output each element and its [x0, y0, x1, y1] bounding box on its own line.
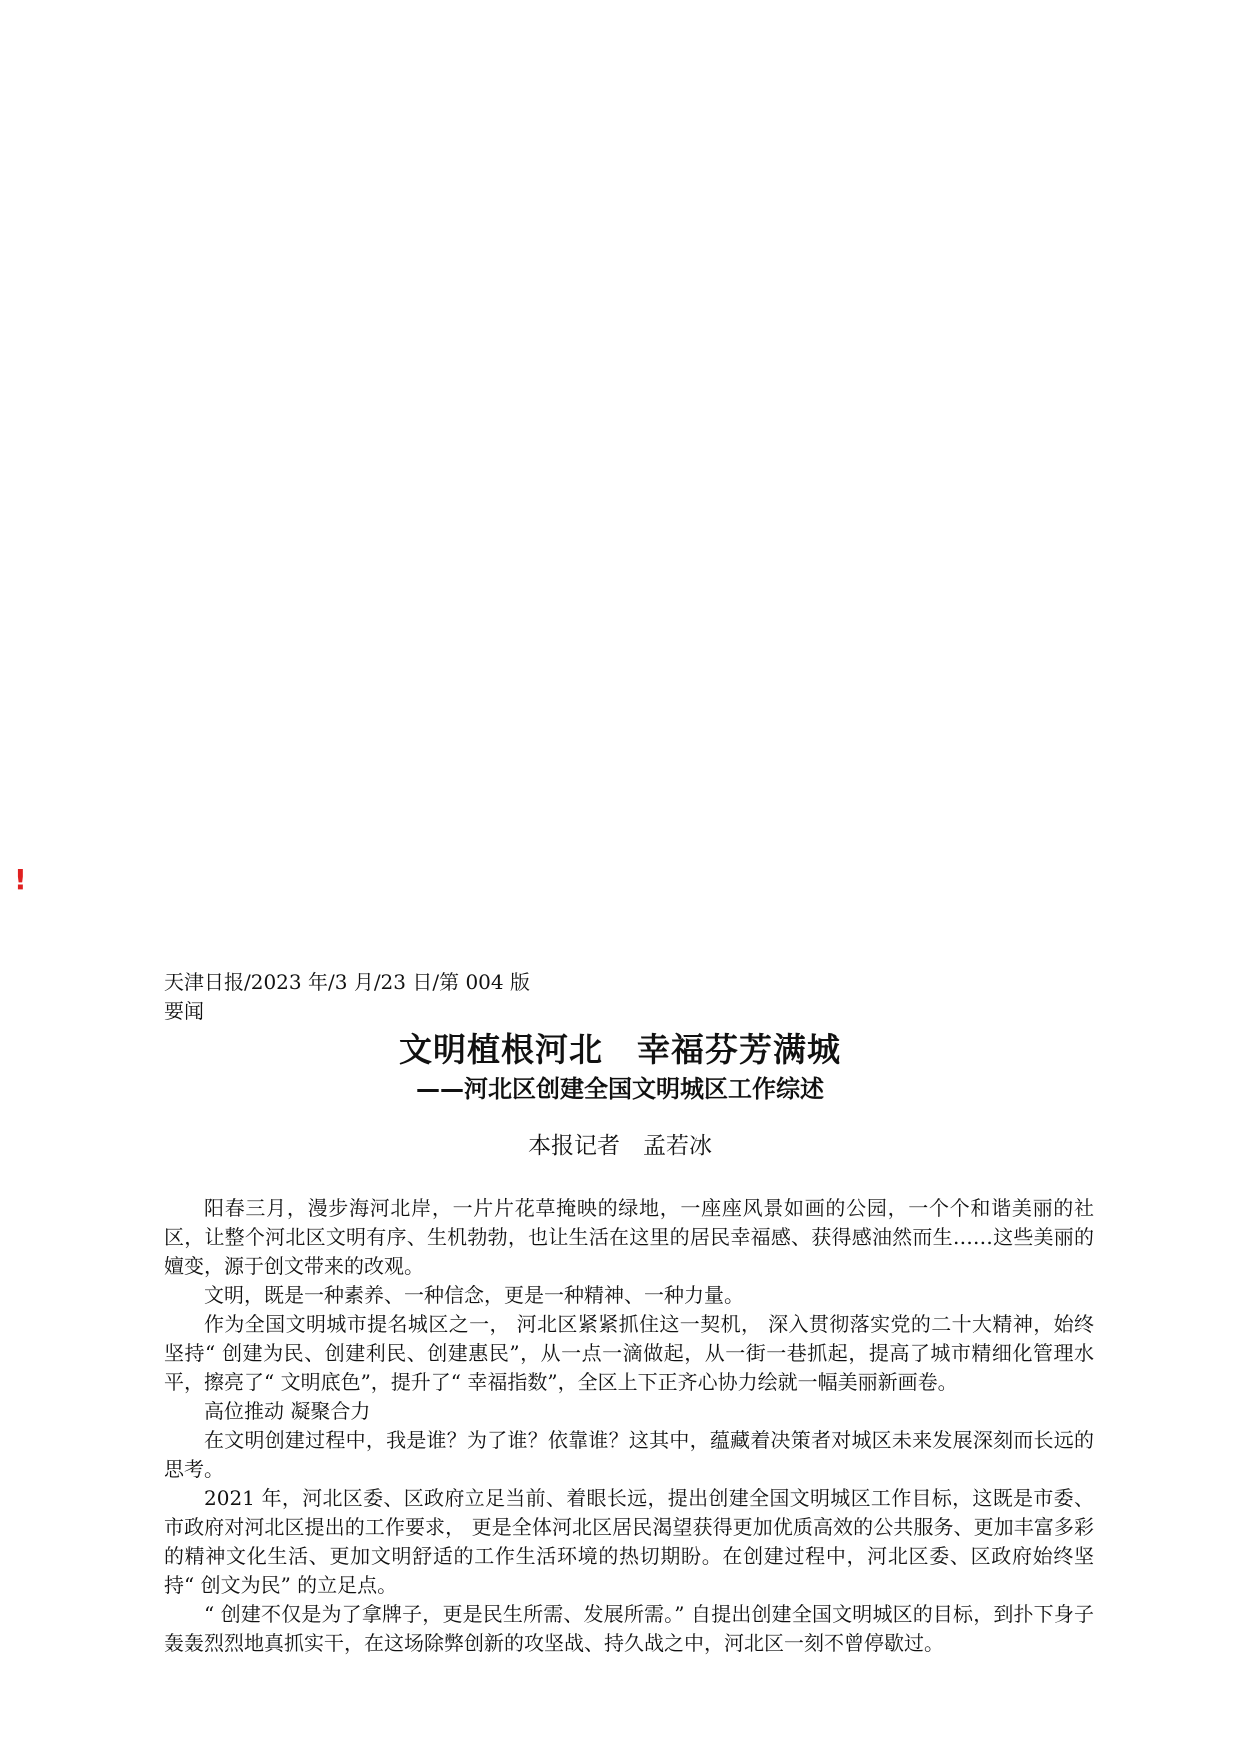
section-heading: 高位推动 凝聚合力 — [204, 1399, 371, 1423]
warning-mark: ! — [14, 863, 27, 896]
source-line: 天津日报/2023 年/3 月/23 日/第 004 版要闻 — [164, 970, 530, 1023]
paragraph: 阳春三月，漫步海河北岸，一片片花草掩映的绿地，一座座风景如画的公园，一个个和谐美丽的社区，让整个河北区文明有序、生机勃勃，也让生活在这里的居民幸福感、获得感油然而生……这些美丽的嬗变，源于创文带来的改观。 — [164, 1196, 1094, 1278]
subheadline: ——河北区创建全国文明城区工作综述 — [416, 1075, 824, 1103]
article-body — [164, 1194, 1094, 1658]
paragraph: 在文明创建过程中，我是谁？为了谁？依靠谁？这其中，蕴藏着决策者对城区未来发展深刻而长远的思考。 — [164, 1428, 1094, 1481]
paragraph: 作为全国文明城市提名城区之一， 河北区紧紧抓住这一契机， 深入贯彻落实党的二十大精神，始终坚持“ 创建为民、创建利民、创建惠民”，从一点一滴做起，从一街一巷抓起，提高了城市精细化管理水平，擦亮了“ 文明底色”，提升了“ 幸福指数”，全区上下正齐心协力绘就一幅美丽新画卷。 — [164, 1312, 1094, 1394]
byline: 本报记者 孟若冰 — [528, 1133, 712, 1159]
paragraph: 2021 年，河北区委、区政府立足当前、着眼长远，提出创建全国文明城区工作目标，这既是市委、 市政府对河北区提出的工作要求， 更是全体河北区居民渴望获得更加优质高效的公共服务、更加丰富多彩的精神文化生活、更加文明舒适的工作生活环境的热切期盼。在创建过程中，河北区委、区政府始终坚持“ 创文为民” 的立足点。 — [164, 1486, 1094, 1597]
paragraph: “ 创建不仅是为了拿牌子，更是民生所需、发展所需。” 自提出创建全国文明城区的目标，到扑下身子轰轰烈烈地真抓实干，在这场除弊创新的攻坚战、持久战之中，河北区一刻不曾停歇过。 — [164, 1602, 1094, 1655]
headline: 文明植根河北 幸福芬芳满城 — [399, 1030, 841, 1069]
paragraph: 文明，既是一种素养、一种信念，更是一种精神、一种力量。 — [204, 1283, 744, 1307]
